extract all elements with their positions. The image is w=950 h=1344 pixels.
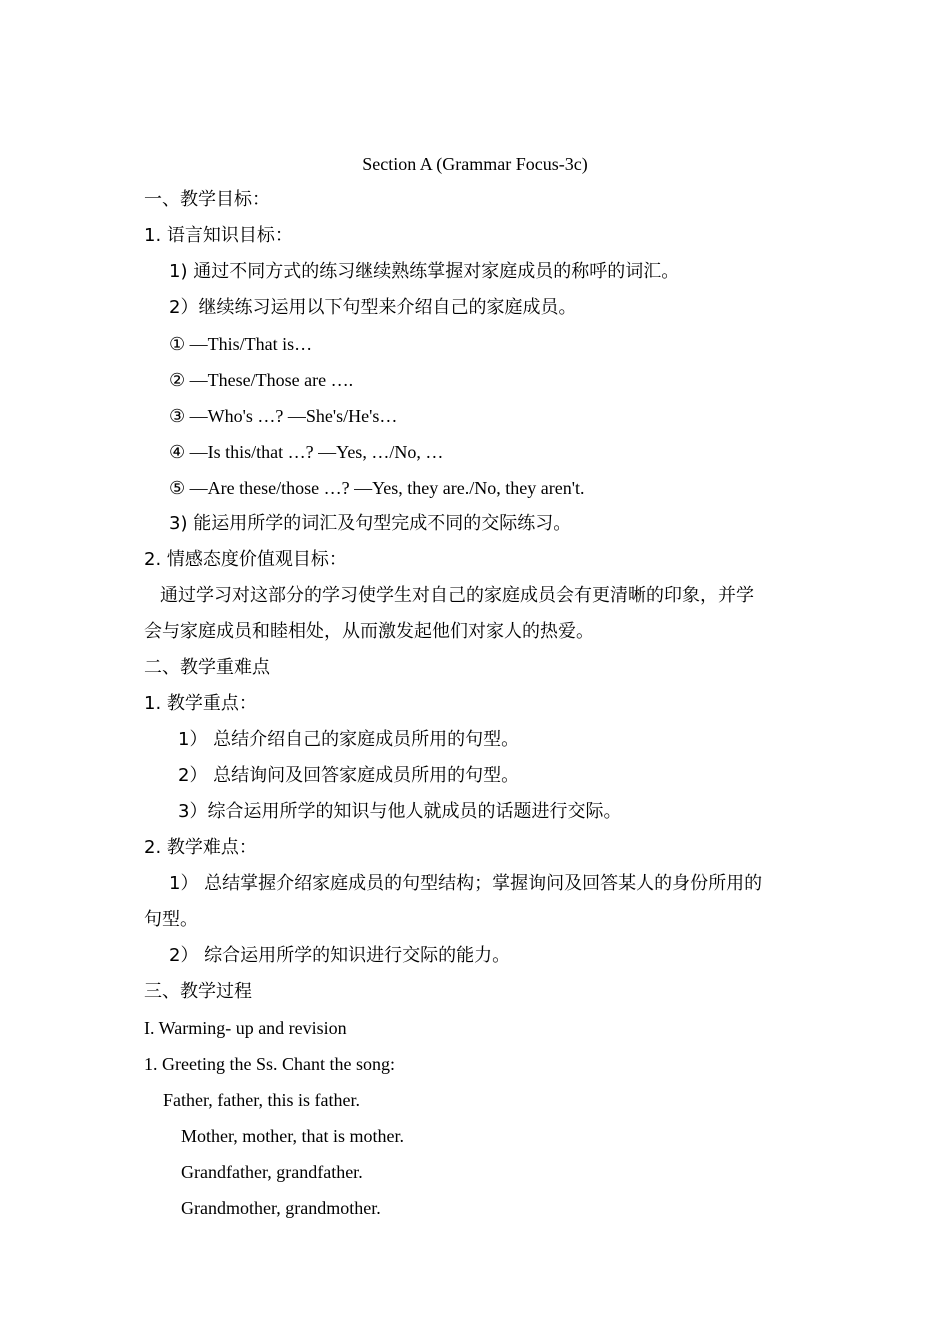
objective-item-3: 3) 能运用所学的词汇及句型完成不同的交际练习。 <box>169 513 572 534</box>
subheading-difficult-points: 2. 教学难点： <box>144 837 257 858</box>
difficult-point-item-1-line-1: 1） 总结掌握介绍家庭成员的句型结构；掌握询问及回答某人的身份所用的 <box>169 873 763 894</box>
subheading-key-points: 1. 教学重点： <box>144 693 257 714</box>
document-title: Section A (Grammar Focus-3c) <box>362 154 588 174</box>
key-point-item-2: 2） 总结询问及回答家庭成员所用的句型。 <box>178 765 520 786</box>
step-warming-up: I. Warming- up and revision <box>144 1018 347 1038</box>
step-greeting: 1. Greeting the Ss. Chant the song: <box>144 1054 395 1074</box>
objective-item-2: 2）继续练习运用以下句型来介绍自己的家庭成员。 <box>169 297 577 318</box>
key-point-item-1: 1） 总结介绍自己的家庭成员所用的句型。 <box>178 729 520 750</box>
paragraph-emotional-line-2: 会与家庭成员和睦相处，从而激发起他们对家人的热爱。 <box>144 621 594 642</box>
difficult-point-item-1-line-2: 句型。 <box>144 909 198 930</box>
subheading-language-knowledge: 1. 语言知识目标： <box>144 225 293 246</box>
heading-key-difficult-points: 二、教学重难点 <box>144 657 270 678</box>
heading-teaching-objectives: 一、教学目标： <box>144 189 270 210</box>
chant-line-1: Father, father, this is father. <box>163 1090 360 1110</box>
sentence-pattern-1: ① —This/That is… <box>169 334 313 354</box>
sentence-pattern-4: ④ —Is this/that …? —Yes, …/No, … <box>169 442 444 462</box>
key-point-item-3: 3）综合运用所学的知识与他人就成员的话题进行交际。 <box>178 801 622 822</box>
sentence-pattern-2: ② —These/Those are …. <box>169 370 354 390</box>
chant-line-2: Mother, mother, that is mother. <box>181 1126 405 1146</box>
chant-line-4: Grandmother, grandmother. <box>181 1198 381 1218</box>
chant-line-3: Grandfather, grandfather. <box>181 1162 363 1182</box>
heading-teaching-process: 三、教学过程 <box>144 981 252 1002</box>
difficult-point-item-2: 2） 综合运用所学的知识进行交际的能力。 <box>169 945 511 966</box>
sentence-pattern-3: ③ —Who's …? —She's/He's… <box>169 406 398 426</box>
objective-item-1: 1) 通过不同方式的练习继续熟练掌握对家庭成员的称呼的词汇。 <box>169 261 680 282</box>
sentence-pattern-5: ⑤ —Are these/those …? —Yes, they are./No, they aren't. <box>169 478 585 498</box>
paragraph-emotional-line-1: 通过学习对这部分的学习使学生对自己的家庭成员会有更清晰的印象，并学 <box>160 585 754 606</box>
subheading-emotional-values: 2. 情感态度价值观目标： <box>144 549 347 570</box>
